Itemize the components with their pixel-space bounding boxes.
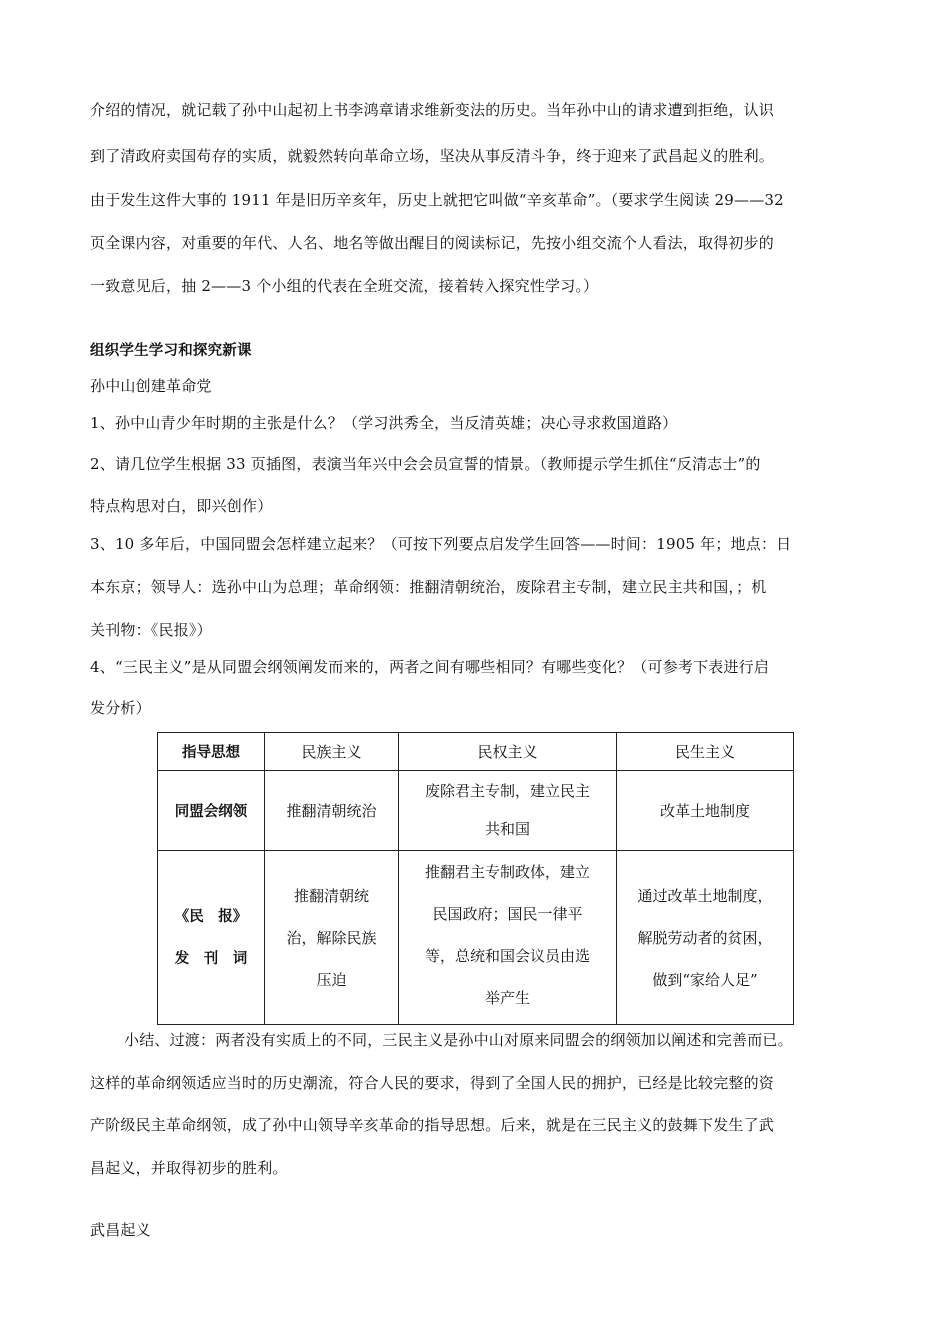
cell-line: 等，总统和国会议员由选 [424, 947, 590, 965]
question-2-line-1: 2、请几位学生根据 33 页插图，表演当年兴中会会员宣誓的情景。（教师提示学生抓住“反清志士”的 [90, 455, 761, 473]
table-cell [399, 771, 617, 851]
header-cell: 指导思想 [158, 733, 265, 771]
question-1: 1、孙中山青少年时期的主张是什么？（学习洪秀全，当反清英雄；决心寻求救国道路） [90, 414, 678, 432]
summary-line-2: 这样的革命纲领适应当时的历史潮流，符合人民的要求，得到了全国人民的拥护，已经是比较完整的资 [90, 1074, 775, 1092]
cell-line: 解脱劳动者的贫困， [637, 928, 773, 947]
final-heading: 武昌起义 [90, 1221, 151, 1239]
header-cell: 民权主义 [399, 733, 617, 771]
summary-line-3: 产阶级民主革命纲领，成了孙中山领导辛亥革命的指导思想。后来，就是在三民主义的鼓舞下发生了武 [90, 1116, 775, 1134]
table-cell [399, 851, 617, 1025]
intro-line-3: 由于发生这件大事的 1911 年是旧历辛亥年，历史上就把它叫做“辛亥革命”。（要求学生阅读 29——32 [90, 191, 784, 209]
table-cell: 推翻清朝统治 [265, 771, 399, 851]
intro-line-1: 介绍的情况，就记载了孙中山起初上书李鸿章请求维新变法的历史。当年孙中山的请求遭到拒绝，认识 [90, 101, 775, 119]
cell-line: 压迫 [316, 970, 347, 989]
cell-line: 举产生 [484, 989, 530, 1007]
cell-line: 民国政府；国民一律平 [432, 905, 583, 923]
header-cell: 民生主义 [617, 733, 794, 771]
question-3-line-2: 本东京；领导人：选孙中山为总理；革命纲领：推翻清朝统治，废除君主专制，建立民主共和国，；机 [90, 578, 767, 596]
comparison-table [157, 732, 794, 1025]
question-4-line-2: 发分析） [90, 699, 151, 717]
cell-line: 推翻清朝统 [293, 886, 369, 905]
cell-line: 做到“家给人足” [652, 970, 758, 989]
cell-line: 推翻君主专制政体，建立 [424, 863, 590, 881]
row-label [158, 851, 265, 1025]
table-cell: 改革土地制度 [617, 771, 794, 851]
question-2-line-2: 特点构思对白，即兴创作） [90, 497, 273, 515]
intro-line-4: 页全课内容，对重要的年代、人名、地名等做出醒目的阅读标记，先按小组交流个人看法，取得初步的 [90, 234, 775, 252]
cell-line: 废除君主专制，建立民主 [424, 782, 590, 800]
cell-line: 《民 报》 [174, 908, 248, 925]
cell-line: 共和国 [484, 820, 530, 838]
sub-heading: 孙中山创建革命党 [90, 377, 212, 395]
cell-line: 通过改革土地制度， [637, 886, 773, 905]
intro-line-2: 到了清政府卖国苟存的实质，就毅然转向革命立场，坚决从事反清斗争，终于迎来了武昌起义的胜利。 [90, 147, 775, 165]
question-4-line-1: 4、“三民主义”是从同盟会纲领阐发而来的，两者之间有哪些相同？有哪些变化？（可参考下表进行启 [90, 658, 770, 676]
question-3-line-3: 关刊物：《民报》） [90, 621, 212, 639]
question-3-line-1: 3、10 多年后，中国同盟会怎样建立起来？（可按下列要点启发学生回答——时间：1905 年；地点：日 [90, 535, 792, 553]
header-cell: 民族主义 [265, 733, 399, 771]
table-row [158, 851, 794, 1025]
row-label: 同盟会纲领 [158, 771, 265, 851]
intro-line-5: 一致意见后，抽 2——3 个小组的代表在全班交流，接着转入探究性学习。） [90, 277, 599, 295]
summary-line-4: 昌起义，并取得初步的胜利。 [90, 1159, 288, 1177]
table-row [158, 771, 794, 851]
table-header-row [158, 733, 794, 771]
cell-line: 治，解除民族 [286, 928, 377, 947]
table-cell [265, 851, 399, 1025]
table-cell [617, 851, 794, 1025]
section-heading: 组织学生学习和探究新课 [90, 343, 252, 359]
cell-line: 发 刊 词 [174, 950, 248, 967]
summary-line-1: 小结、过渡：两者没有实质上的不同，三民主义是孙中山对原来同盟会的纲领加以阐述和完善而已。 [124, 1031, 793, 1049]
